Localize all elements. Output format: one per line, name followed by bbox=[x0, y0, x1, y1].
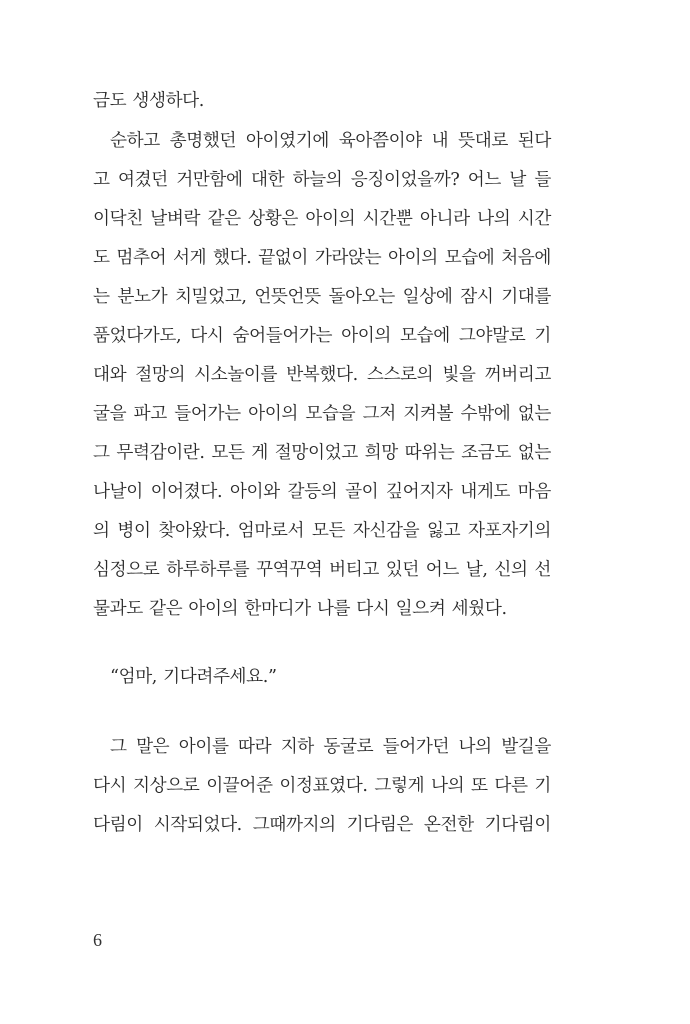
text-line: 다림이 시작되었다. 그때까지의 기다림은 온전한 기다림이 bbox=[93, 815, 551, 835]
text-line: 그 말은 아이를 따라 지하 동굴로 들어가던 나의 발길을 bbox=[110, 737, 551, 757]
text-line: 순하고 총명했던 아이였기에 육아쯤이야 내 뜻대로 된다 bbox=[110, 131, 551, 151]
text-line: 의 병이 찾아왔다. 엄마로서 모든 자신감을 잃고 자포자기의 bbox=[93, 521, 551, 541]
text-line: 도 멈추어 서게 했다. 끝없이 가라앉는 아이의 모습에 처음에 bbox=[93, 248, 551, 268]
text-line: 고 여겼던 거만함에 대한 하늘의 응징이었을까? 어느 날 들 bbox=[93, 170, 551, 190]
text-line: 그 무력감이란. 모든 게 절망이었고 희망 따위는 조금도 없는 bbox=[93, 443, 551, 463]
text-line: 심정으로 하루하루를 꾸역꾸역 버티고 있던 어느 날, 신의 선 bbox=[93, 560, 551, 580]
page-number: 6 bbox=[93, 930, 102, 950]
dialogue-line: “엄마, 기다려주세요.” bbox=[110, 667, 277, 687]
text-line: 는 분노가 치밀었고, 언뜻언뜻 돌아오는 일상에 잠시 기대를 bbox=[93, 287, 551, 307]
text-line: 금도 생생하다. bbox=[93, 91, 204, 111]
text-line: 대와 절망의 시소놀이를 반복했다. 스스로의 빛을 꺼버리고 bbox=[93, 365, 551, 385]
text-line: 나날이 이어졌다. 아이와 갈등의 골이 깊어지자 내게도 마음 bbox=[93, 482, 551, 502]
text-line: 물과도 같은 아이의 한마디가 나를 다시 일으켜 세웠다. bbox=[93, 599, 507, 619]
text-line: 이닥친 날벼락 같은 상황은 아이의 시간뿐 아니라 나의 시간 bbox=[93, 209, 551, 229]
text-line: 품었다가도, 다시 숨어들어가는 아이의 모습에 그야말로 기 bbox=[93, 326, 551, 346]
text-line: 굴을 파고 들어가는 아이의 모습을 그저 지켜볼 수밖에 없는 bbox=[93, 404, 551, 424]
text-line: 다시 지상으로 이끌어준 이정표였다. 그렇게 나의 또 다른 기 bbox=[93, 776, 551, 796]
